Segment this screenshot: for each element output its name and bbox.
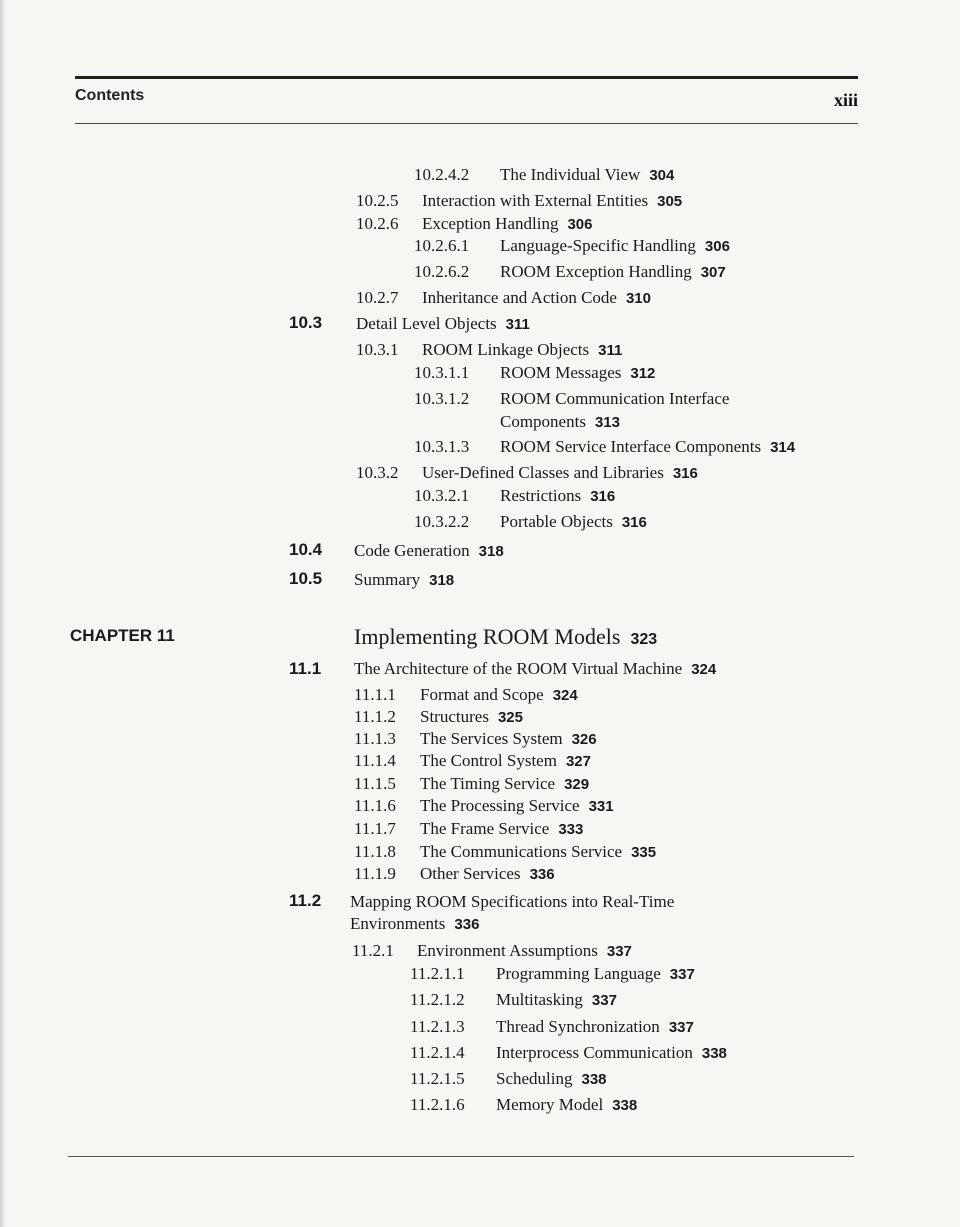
entry-title: Inheritance and Action Code — [422, 288, 617, 307]
entry-title: The Services System — [420, 729, 563, 748]
entry-title: Scheduling — [496, 1069, 573, 1088]
entry-number: 10.3.1.1 — [414, 363, 470, 382]
entry-number: 11.1.4 — [354, 751, 396, 770]
toc-entry — [414, 236, 730, 257]
toc-entry — [354, 570, 454, 591]
entry-title: Interprocess Communication — [496, 1043, 693, 1062]
entry-page: 336 — [454, 916, 480, 933]
entry-page: 310 — [625, 290, 651, 307]
toc-entry — [354, 751, 591, 772]
entry-page: 304 — [649, 167, 675, 184]
entry-title-continued: Environments — [350, 914, 446, 933]
toc-entry — [354, 541, 504, 562]
toc-entry — [356, 463, 698, 484]
entry-title: Language-Specific Handling — [500, 236, 696, 255]
toc-entry — [354, 864, 555, 885]
entry-number: 11.1.8 — [354, 842, 396, 861]
entry-title: Detail Level Objects — [356, 314, 497, 333]
chapter-label: CHAPTER 11 — [70, 626, 175, 645]
entry-title: Summary — [354, 570, 421, 589]
toc-entry-continuation — [350, 914, 479, 935]
entry-title: ROOM Linkage Objects — [422, 340, 590, 359]
toc-entry — [410, 964, 695, 985]
toc-entry — [354, 819, 583, 840]
section-number: 10.3 — [289, 313, 323, 332]
entry-page: 324 — [691, 661, 717, 678]
toc-entry — [352, 941, 632, 962]
chapter-entry — [354, 624, 657, 650]
entry-number: 11.1.1 — [354, 685, 396, 704]
toc-entry — [414, 165, 674, 186]
entry-number: 11.1.9 — [354, 864, 396, 883]
toc-entry — [354, 707, 523, 728]
entry-title: Other Services — [420, 864, 521, 883]
toc-entry — [414, 262, 726, 283]
section-number: 11.1 — [289, 659, 322, 678]
entry-page: 318 — [429, 572, 455, 589]
entry-title: Mapping ROOM Specifications into Real-Time — [350, 892, 675, 911]
toc-entry — [356, 191, 682, 212]
toc-entry — [354, 842, 656, 863]
entry-page: 316 — [672, 465, 698, 482]
section-number: 11.2 — [289, 891, 322, 910]
entry-title: The Control System — [420, 751, 557, 770]
toc-entry — [410, 1069, 607, 1090]
entry-number: 11.1.2 — [354, 707, 396, 726]
entry-title: Thread Synchronization — [496, 1017, 660, 1036]
entry-number: 11.1.6 — [354, 796, 396, 815]
entry-page: 324 — [552, 687, 578, 704]
entry-page: 306 — [567, 216, 593, 233]
entry-number: 10.2.4.2 — [414, 165, 470, 184]
entry-page: 316 — [590, 488, 616, 505]
entry-number: 11.1.7 — [354, 819, 396, 838]
entry-page: 305 — [657, 193, 683, 210]
entry-page: 326 — [571, 731, 597, 748]
entry-number: 11.2.1 — [352, 941, 394, 960]
entry-title: Programming Language — [496, 964, 661, 983]
entry-number: 11.2.1.1 — [410, 964, 465, 983]
entry-title: Exception Handling — [422, 214, 559, 233]
page-number: xiii — [833, 90, 858, 110]
entry-title: The Frame Service — [420, 819, 550, 838]
entry-number: 11.2.1.6 — [410, 1095, 465, 1114]
entry-title: Environment Assumptions — [417, 941, 598, 960]
entry-number: 11.2.1.5 — [410, 1069, 465, 1088]
entry-title: ROOM Messages — [500, 363, 622, 382]
toc-entry — [354, 729, 597, 750]
entry-page: 318 — [478, 543, 504, 560]
toc-entry — [356, 288, 651, 309]
entry-title: The Timing Service — [420, 774, 556, 793]
entry-title: Restrictions — [500, 486, 582, 505]
entry-title: Multitasking — [496, 990, 583, 1009]
entry-number: 10.2.7 — [356, 288, 399, 307]
entry-page: 311 — [598, 342, 623, 359]
entry-number: 10.3.2 — [356, 463, 399, 482]
entry-title: ROOM Service Interface Components — [500, 437, 762, 456]
entry-page: 306 — [704, 238, 730, 255]
toc-entry — [410, 990, 617, 1011]
section-number: 10.5 — [289, 569, 323, 588]
entry-number: 10.3.2.2 — [414, 512, 470, 531]
toc-entry — [356, 214, 592, 235]
entry-title: ROOM Communication Interface — [500, 389, 730, 408]
entry-number: 11.2.1.4 — [410, 1043, 465, 1062]
entry-page: 307 — [700, 264, 726, 281]
toc-entry — [410, 1017, 694, 1038]
entry-number: 11.2.1.3 — [410, 1017, 465, 1036]
entry-title: Memory Model — [496, 1095, 604, 1114]
toc-entry — [410, 1043, 727, 1064]
toc-entry — [414, 486, 615, 507]
entry-page: 338 — [612, 1097, 638, 1114]
entry-number: 10.3.1.2 — [414, 389, 470, 408]
entry-page: 313 — [594, 414, 620, 431]
entry-page: 331 — [588, 798, 614, 815]
entry-title: Interaction with External Entities — [422, 191, 649, 210]
running-header-title: Contents — [75, 87, 145, 104]
entry-page: 316 — [621, 514, 647, 531]
entry-number: 10.3.1.3 — [414, 437, 470, 456]
entry-page: 337 — [606, 943, 632, 960]
entry-title: Code Generation — [354, 541, 470, 560]
entry-title: Portable Objects — [500, 512, 613, 531]
entry-page: 312 — [630, 365, 656, 382]
toc-entry — [354, 774, 589, 795]
entry-page: 337 — [668, 1019, 694, 1036]
footer-rule — [68, 1156, 854, 1157]
entry-title: Format and Scope — [420, 685, 544, 704]
entry-page: 335 — [631, 844, 657, 861]
toc-entry — [356, 314, 530, 335]
toc-entry — [354, 796, 614, 817]
entry-title-continued: Components — [500, 412, 586, 431]
entry-page: 338 — [701, 1045, 727, 1062]
toc-entry — [414, 389, 729, 409]
entry-title: The Processing Service — [420, 796, 580, 815]
toc-entry — [354, 659, 716, 680]
entry-page: 327 — [565, 753, 591, 770]
entry-page: 314 — [770, 439, 796, 456]
toc-entry — [414, 512, 647, 533]
entry-number: 10.3.1 — [356, 340, 399, 359]
entry-title: Structures — [420, 707, 489, 726]
entry-page: 337 — [669, 966, 695, 983]
entry-number: 11.1.5 — [354, 774, 396, 793]
entry-page: 337 — [591, 992, 617, 1009]
toc-entry — [414, 437, 795, 458]
entry-page: 325 — [497, 709, 523, 726]
entry-page: 329 — [564, 776, 590, 793]
chapter-page: 323 — [630, 631, 658, 648]
entry-page: 336 — [529, 866, 555, 883]
entry-number: 11.1.3 — [354, 729, 396, 748]
toc-entry — [350, 892, 674, 912]
entry-title: The Individual View — [500, 165, 641, 184]
entry-page: 338 — [581, 1071, 607, 1088]
entry-number: 10.3.2.1 — [414, 486, 470, 505]
toc-entry — [410, 1095, 637, 1116]
entry-number: 11.2.1.2 — [410, 990, 465, 1009]
toc-entry-continuation — [500, 412, 620, 433]
entry-number: 10.2.5 — [356, 191, 399, 210]
section-number: 10.4 — [289, 540, 323, 559]
entry-number: 10.2.6.1 — [414, 236, 470, 255]
entry-number: 10.2.6.2 — [414, 262, 470, 281]
toc-entry — [414, 363, 655, 384]
entry-number: 10.2.6 — [356, 214, 399, 233]
chapter-title: Implementing ROOM Models — [354, 624, 621, 649]
entry-page: 311 — [505, 316, 530, 333]
toc-entry — [354, 685, 578, 706]
entry-page: 333 — [558, 821, 584, 838]
entry-title: The Architecture of the ROOM Virtual Machine — [354, 659, 683, 678]
entry-title: User-Defined Classes and Libraries — [422, 463, 664, 482]
toc-entry — [356, 340, 622, 361]
entry-title: The Communications Service — [420, 842, 623, 861]
entry-title: ROOM Exception Handling — [500, 262, 692, 281]
